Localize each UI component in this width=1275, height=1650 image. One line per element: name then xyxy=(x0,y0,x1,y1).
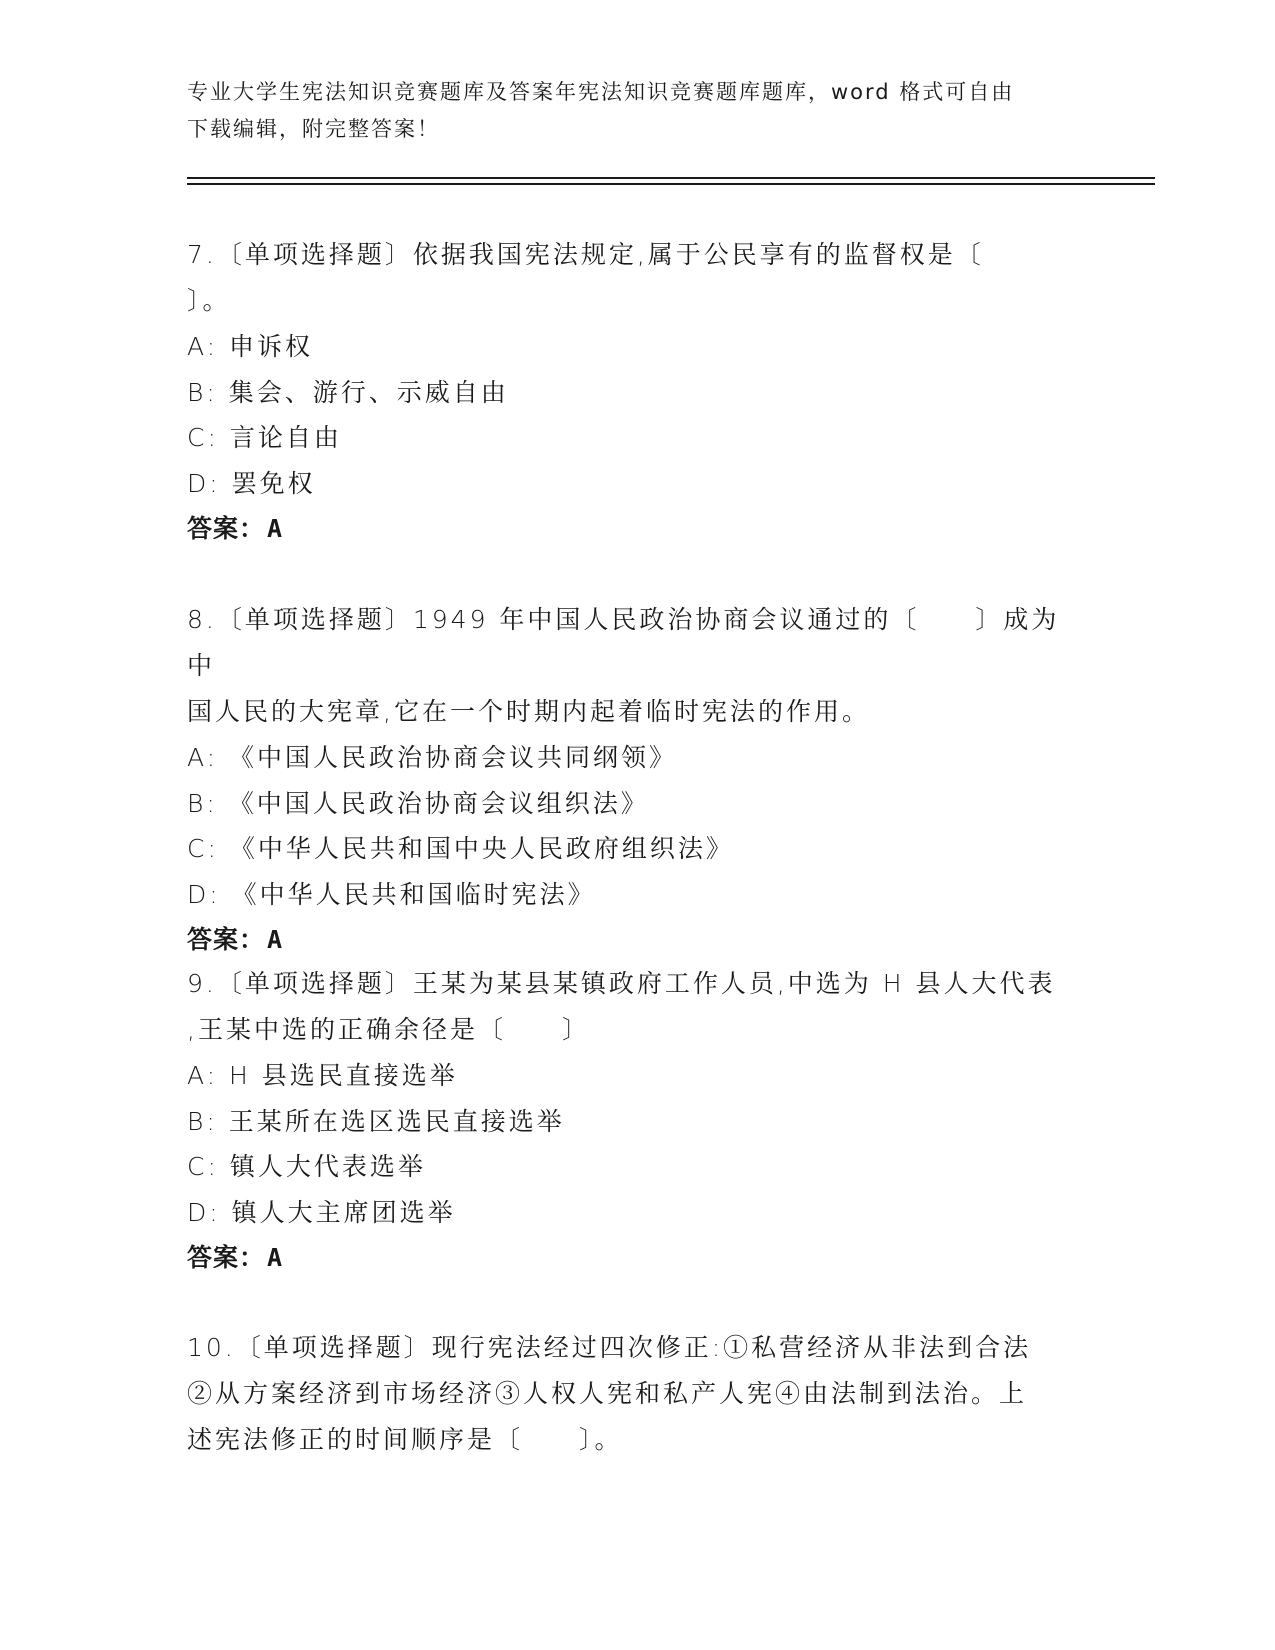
question-8-text-line-1: 8.〔单项选择题〕1949 年中国人民政治协商会议通过的〔 〕成为中 xyxy=(187,605,1060,680)
question-10 xyxy=(187,1325,1087,1463)
question-9-option-a: A: H 县选民直接选举 xyxy=(187,1061,458,1090)
question-7-text-line-1: 7.〔单项选择题〕依据我国宪法规定,属于公民享有的监督权是〔 xyxy=(187,240,984,269)
question-8-option-b: B: 《中国人民政治协商会议组织法》 xyxy=(187,788,649,818)
question-9 xyxy=(187,961,1087,1281)
question-8 xyxy=(187,597,1087,963)
answer-value: A xyxy=(267,925,284,954)
question-9-text-line-2: ,王某中选的正确余径是〔 〕 xyxy=(187,1015,590,1044)
answer-value: A xyxy=(267,514,284,543)
question-9-option-c: C: 镇人大代表选举 xyxy=(187,1152,426,1181)
header-line-1: 专业大学生宪法知识竞赛题库及答案年宪法知识竞赛题库题库，word 格式可自由 xyxy=(187,80,1015,104)
question-7 xyxy=(187,232,1087,552)
question-8-answer xyxy=(187,917,1087,963)
answer-label: 答案： xyxy=(187,514,266,543)
document-header xyxy=(187,74,1087,148)
answer-label: 答案： xyxy=(187,925,266,954)
answer-value: A xyxy=(267,1243,284,1272)
question-10-text-line-1: 10.〔单项选择题〕现行宪法经过四次修正:①私营经济从非法到合法 xyxy=(187,1333,1032,1362)
header-divider-bottom xyxy=(187,183,1155,185)
question-10-text-line-3: 述宪法修正的时间顺序是〔 〕。 xyxy=(187,1425,623,1454)
question-7-option-c: C: 言论自由 xyxy=(187,423,342,452)
answer-label: 答案： xyxy=(187,1243,266,1272)
question-8-option-a: A: 《中国人民政治协商会议共同纲领》 xyxy=(187,743,678,772)
question-10-text-line-2: ②从方案经济到市场经济③人权人宪和私产人宪④由法制到法治。上 xyxy=(187,1379,1028,1408)
question-9-text-line-1: 9.〔单项选择题〕王某为某县某镇政府工作人员,中选为 H 县人大代表 xyxy=(187,969,1056,998)
question-7-option-d: D: 罢免权 xyxy=(187,468,316,498)
header-line-2: 下载编辑，附完整答案！ xyxy=(187,117,440,141)
question-7-answer xyxy=(187,506,1087,552)
question-8-option-d: D: 《中华人民共和国临时宪法》 xyxy=(187,879,596,909)
header-divider-top xyxy=(187,177,1155,179)
question-8-option-c: C: 《中华人民共和国中央人民政府组织法》 xyxy=(187,834,734,863)
question-9-option-b: B: 王某所在选区选民直接选举 xyxy=(187,1106,565,1136)
question-7-option-a: A: 申诉权 xyxy=(187,332,314,361)
question-7-option-b: B: 集会、游行、示威自由 xyxy=(187,377,509,407)
question-9-answer xyxy=(187,1235,1087,1281)
question-8-text-line-2: 国人民的大宪章,它在一个时期内起着临时宪法的作用。 xyxy=(187,697,870,726)
question-7-text-line-2: 〕。 xyxy=(187,286,231,315)
question-9-option-d: D: 镇人大主席团选举 xyxy=(187,1197,456,1227)
